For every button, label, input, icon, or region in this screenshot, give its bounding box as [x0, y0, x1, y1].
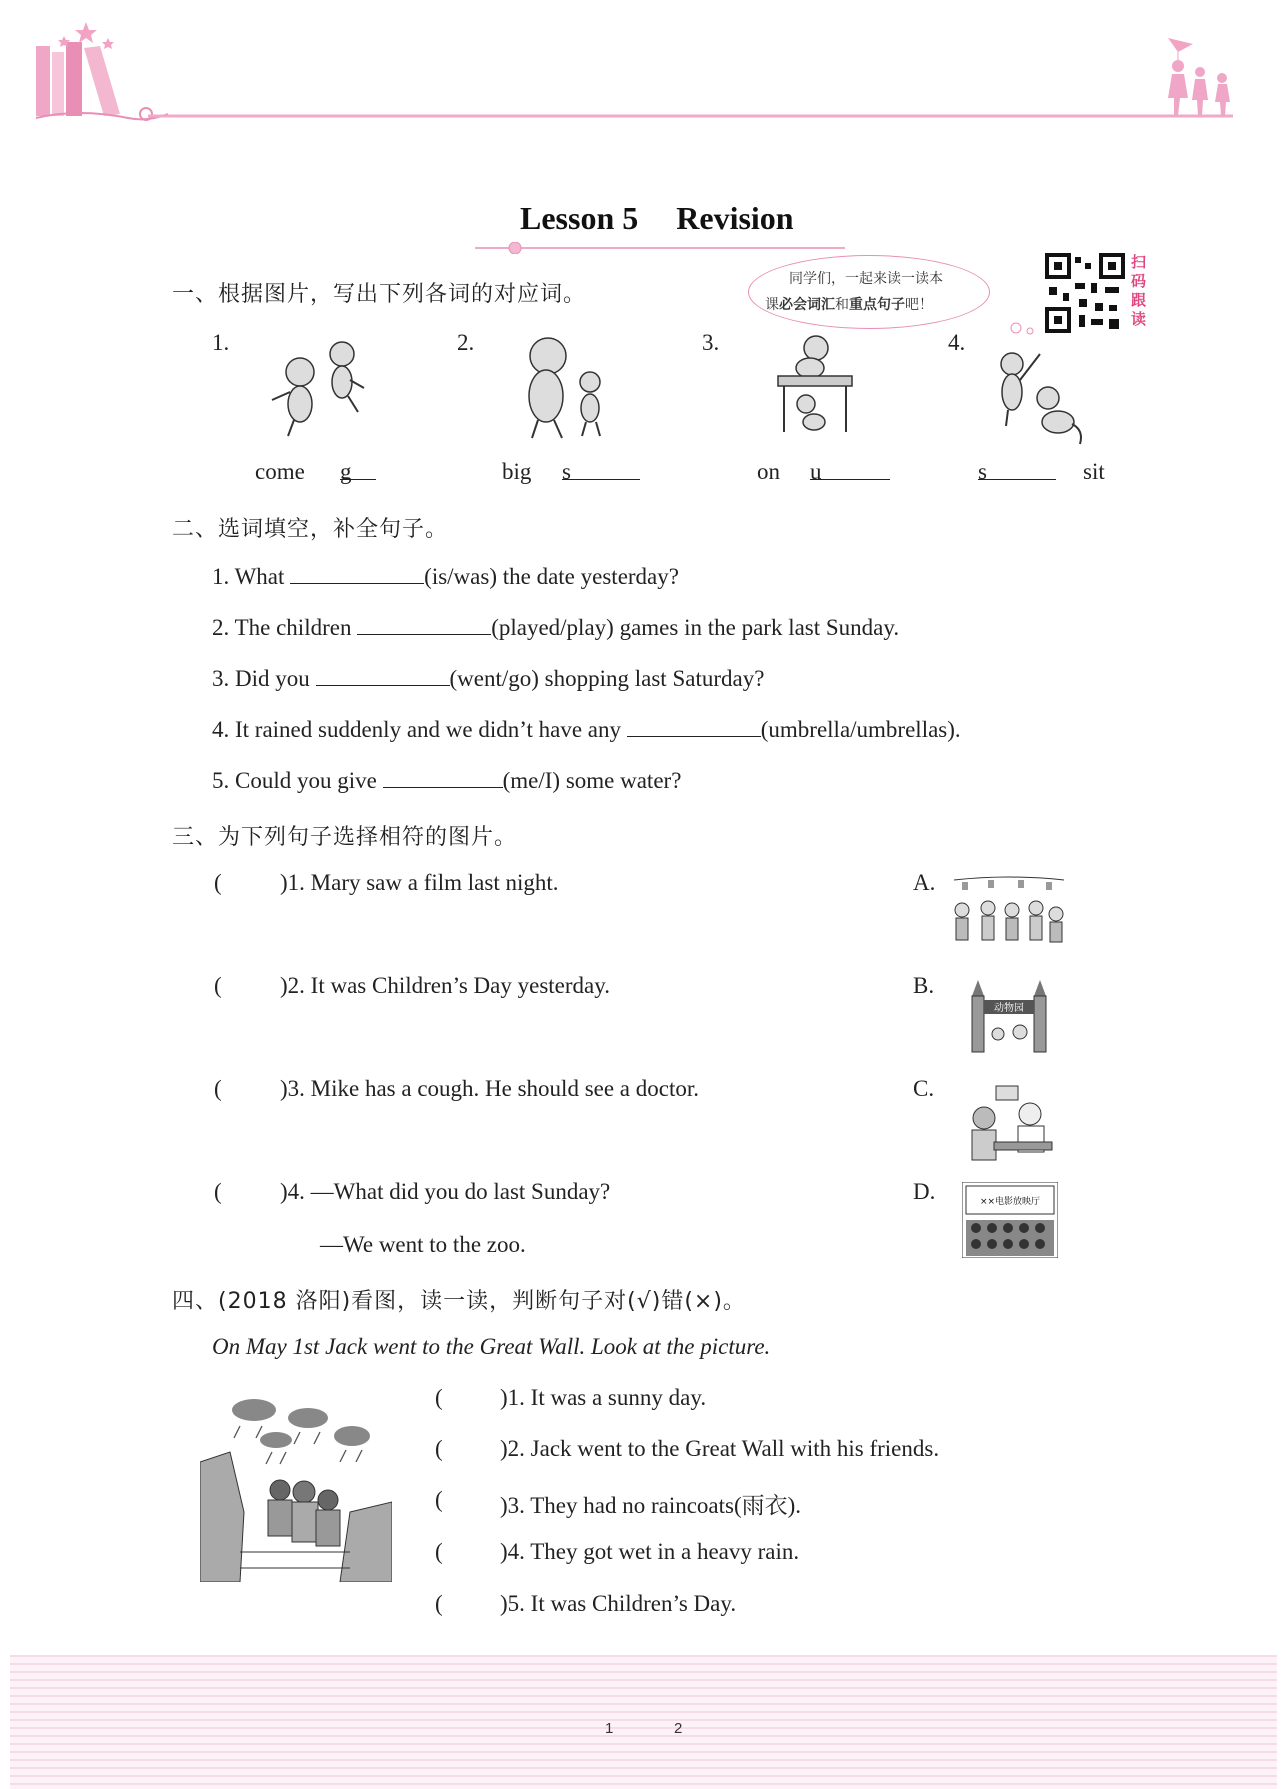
answer-bracket[interactable]: ( [214, 973, 222, 998]
fill-blank[interactable] [627, 716, 761, 737]
answer-bracket[interactable]: ( [435, 1591, 443, 1616]
s1-item-number: 4. [948, 330, 966, 355]
word-options: (me/I) [502, 768, 561, 793]
section4-heading: 四、(2018 洛阳)看图，读一读，判断句子对(√)错(×)。 [172, 1289, 746, 1314]
speech-bubble [748, 255, 990, 329]
qr-label-char: 码 [1131, 272, 1147, 290]
monkeys-icon [262, 332, 372, 437]
great-wall-rain-picture [200, 1392, 392, 1586]
qr-code-icon [1045, 253, 1125, 333]
option-letter: C. [913, 1076, 935, 1101]
monkeys-icon [508, 334, 618, 439]
answer-bracket[interactable]: ( [435, 1436, 443, 1461]
s4-item-5: )5. It was Children’s Day. [500, 1591, 737, 1616]
fill-blank[interactable] [383, 767, 503, 788]
fill-blank[interactable] [357, 614, 491, 635]
bubble-bold-vocab: 必会词汇 [779, 297, 835, 313]
children-day-party-icon [948, 874, 1068, 954]
bubble-text-pre: 课 [765, 297, 779, 313]
header-ornament-icon [28, 18, 1258, 128]
great-wall-rain-icon [200, 1392, 392, 1582]
qr-label [1131, 253, 1149, 329]
option-letter: D. [913, 1179, 936, 1204]
answer-start-letter: u [810, 459, 890, 480]
fill-blank[interactable] [290, 563, 424, 584]
s2-sentence-4 [212, 716, 961, 743]
s2-sentence-1 [212, 563, 679, 590]
answer-bracket[interactable]: ( [435, 1487, 443, 1512]
answer-bracket[interactable]: ( [435, 1385, 443, 1410]
word-options: (is/was) [424, 564, 497, 589]
cinema-sign: ××电影放映厅 [979, 1197, 1041, 1207]
s2-sentence-3 [212, 665, 764, 692]
page-number-left: 1 [605, 1720, 614, 1737]
answer-bracket[interactable]: ( [214, 1179, 222, 1204]
bubble-line2 [765, 294, 933, 314]
s1-item1-answer[interactable] [340, 459, 376, 485]
option-letter: A. [913, 870, 936, 895]
bubble-tail-icon [1010, 318, 1050, 342]
bubble-text-post: 吧！ [905, 297, 933, 313]
section1-heading: 一、根据图片，写出下列各词的对应词。 [172, 282, 587, 307]
answer-bracket[interactable]: ( [214, 1076, 222, 1101]
s3-item-4-reply: —We went to the zoo. [320, 1232, 526, 1257]
zoo-sign: 动物园 [994, 1003, 1024, 1014]
sentence-text: 1. What [212, 564, 285, 589]
s4-item-2: )2. Jack went to the Great Wall with his friends. [500, 1436, 940, 1461]
s1-item3-answer[interactable] [810, 459, 890, 485]
bubble-text-mid: 和 [835, 297, 849, 313]
zoo-gate-icon [962, 976, 1056, 1056]
word-options: (umbrella/umbrellas). [760, 717, 961, 742]
monkey-come-go-picture [262, 332, 372, 441]
s1-item-number: 3. [702, 330, 720, 355]
lesson-title [520, 200, 794, 237]
sentence-text: the date yesterday? [502, 564, 679, 589]
option-c-picture [960, 1082, 1056, 1170]
monkey-on-under-picture [770, 332, 870, 441]
answer-start-letter: s [562, 459, 640, 480]
sentence-text: some water? [565, 768, 682, 793]
answer-start-letter: s [978, 459, 1056, 480]
sentence-text: games in the park last Sunday. [619, 615, 900, 640]
section3-heading: 三、为下列句子选择相符的图片。 [172, 825, 518, 850]
bubble-bold-sentences: 重点句子 [849, 297, 905, 313]
monkeys-desk-icon [770, 332, 870, 437]
section2-heading: 二、选词填空，补全句子。 [172, 517, 449, 542]
option-a-picture [948, 874, 1068, 958]
s1-item-number: 1. [212, 330, 230, 355]
sentence-text: 4. It rained suddenly and we didn’t have any [212, 717, 621, 742]
option-d-picture [962, 1182, 1058, 1262]
sentence-text: 2. The children [212, 615, 352, 640]
header-decoration [28, 18, 1258, 128]
monkey-stand-sit-picture [992, 340, 1092, 449]
s1-item4-answer[interactable] [978, 459, 1056, 485]
cinema-icon [962, 1182, 1058, 1258]
s1-item1-left-word: come [255, 459, 305, 484]
title-underline [475, 239, 845, 251]
s3-item-2: )2. It was Children’s Day yesterday. [280, 973, 611, 998]
s1-item3-left-word: on [757, 459, 780, 484]
s3-item-4: )4. —What did you do last Sunday? [280, 1179, 611, 1204]
page-number-right: 2 [674, 1720, 683, 1737]
sentence-text: 5. Could you give [212, 768, 377, 793]
option-letter: B. [913, 973, 935, 998]
monkeys-icon [992, 340, 1092, 445]
s1-item4-right-word: sit [1083, 459, 1105, 484]
bubble-line1: 同学们，一起来读一读本 [789, 271, 943, 287]
s1-item-number: 2. [457, 330, 475, 355]
s4-item-3: )3. They had no raincoats(雨衣). [500, 1493, 802, 1518]
lesson-number: Lesson 5 [520, 200, 639, 236]
word-options: (played/play) [491, 615, 614, 640]
qr-label-char: 跟 [1131, 291, 1147, 309]
sentence-text: shopping last Saturday? [544, 666, 765, 691]
footer-band [10, 1655, 1277, 1789]
section4-intro: On May 1st Jack went to the Great Wall. Look at the picture. [212, 1334, 771, 1359]
answer-bracket[interactable]: ( [435, 1539, 443, 1564]
qr-label-char: 扫 [1131, 253, 1147, 271]
s3-item-1: )1. Mary saw a film last night. [280, 870, 559, 895]
title-underline-icon [475, 242, 845, 254]
s3-item-3: )3. Mike has a cough. He should see a doctor. [280, 1076, 700, 1101]
s4-item-4: )4. They got wet in a heavy rain. [500, 1539, 800, 1564]
option-b-picture [962, 976, 1056, 1060]
s4-item-1: )1. It was a sunny day. [500, 1385, 707, 1410]
s2-sentence-5 [212, 767, 681, 794]
s1-item2-answer[interactable] [562, 459, 640, 485]
monkey-big-small-picture [508, 334, 618, 443]
answer-bracket[interactable]: ( [214, 870, 222, 895]
qr-code[interactable] [1045, 253, 1125, 333]
doctor-visit-icon [960, 1082, 1056, 1166]
s2-sentence-2 [212, 614, 899, 641]
sentence-text: 3. Did you [212, 666, 310, 691]
lesson-subtitle: Revision [676, 200, 794, 236]
answer-start-letter: g [340, 459, 376, 480]
word-options: (went/go) [449, 666, 539, 691]
s1-item2-left-word: big [502, 459, 532, 484]
fill-blank[interactable] [316, 665, 450, 686]
qr-label-char: 读 [1131, 310, 1147, 328]
